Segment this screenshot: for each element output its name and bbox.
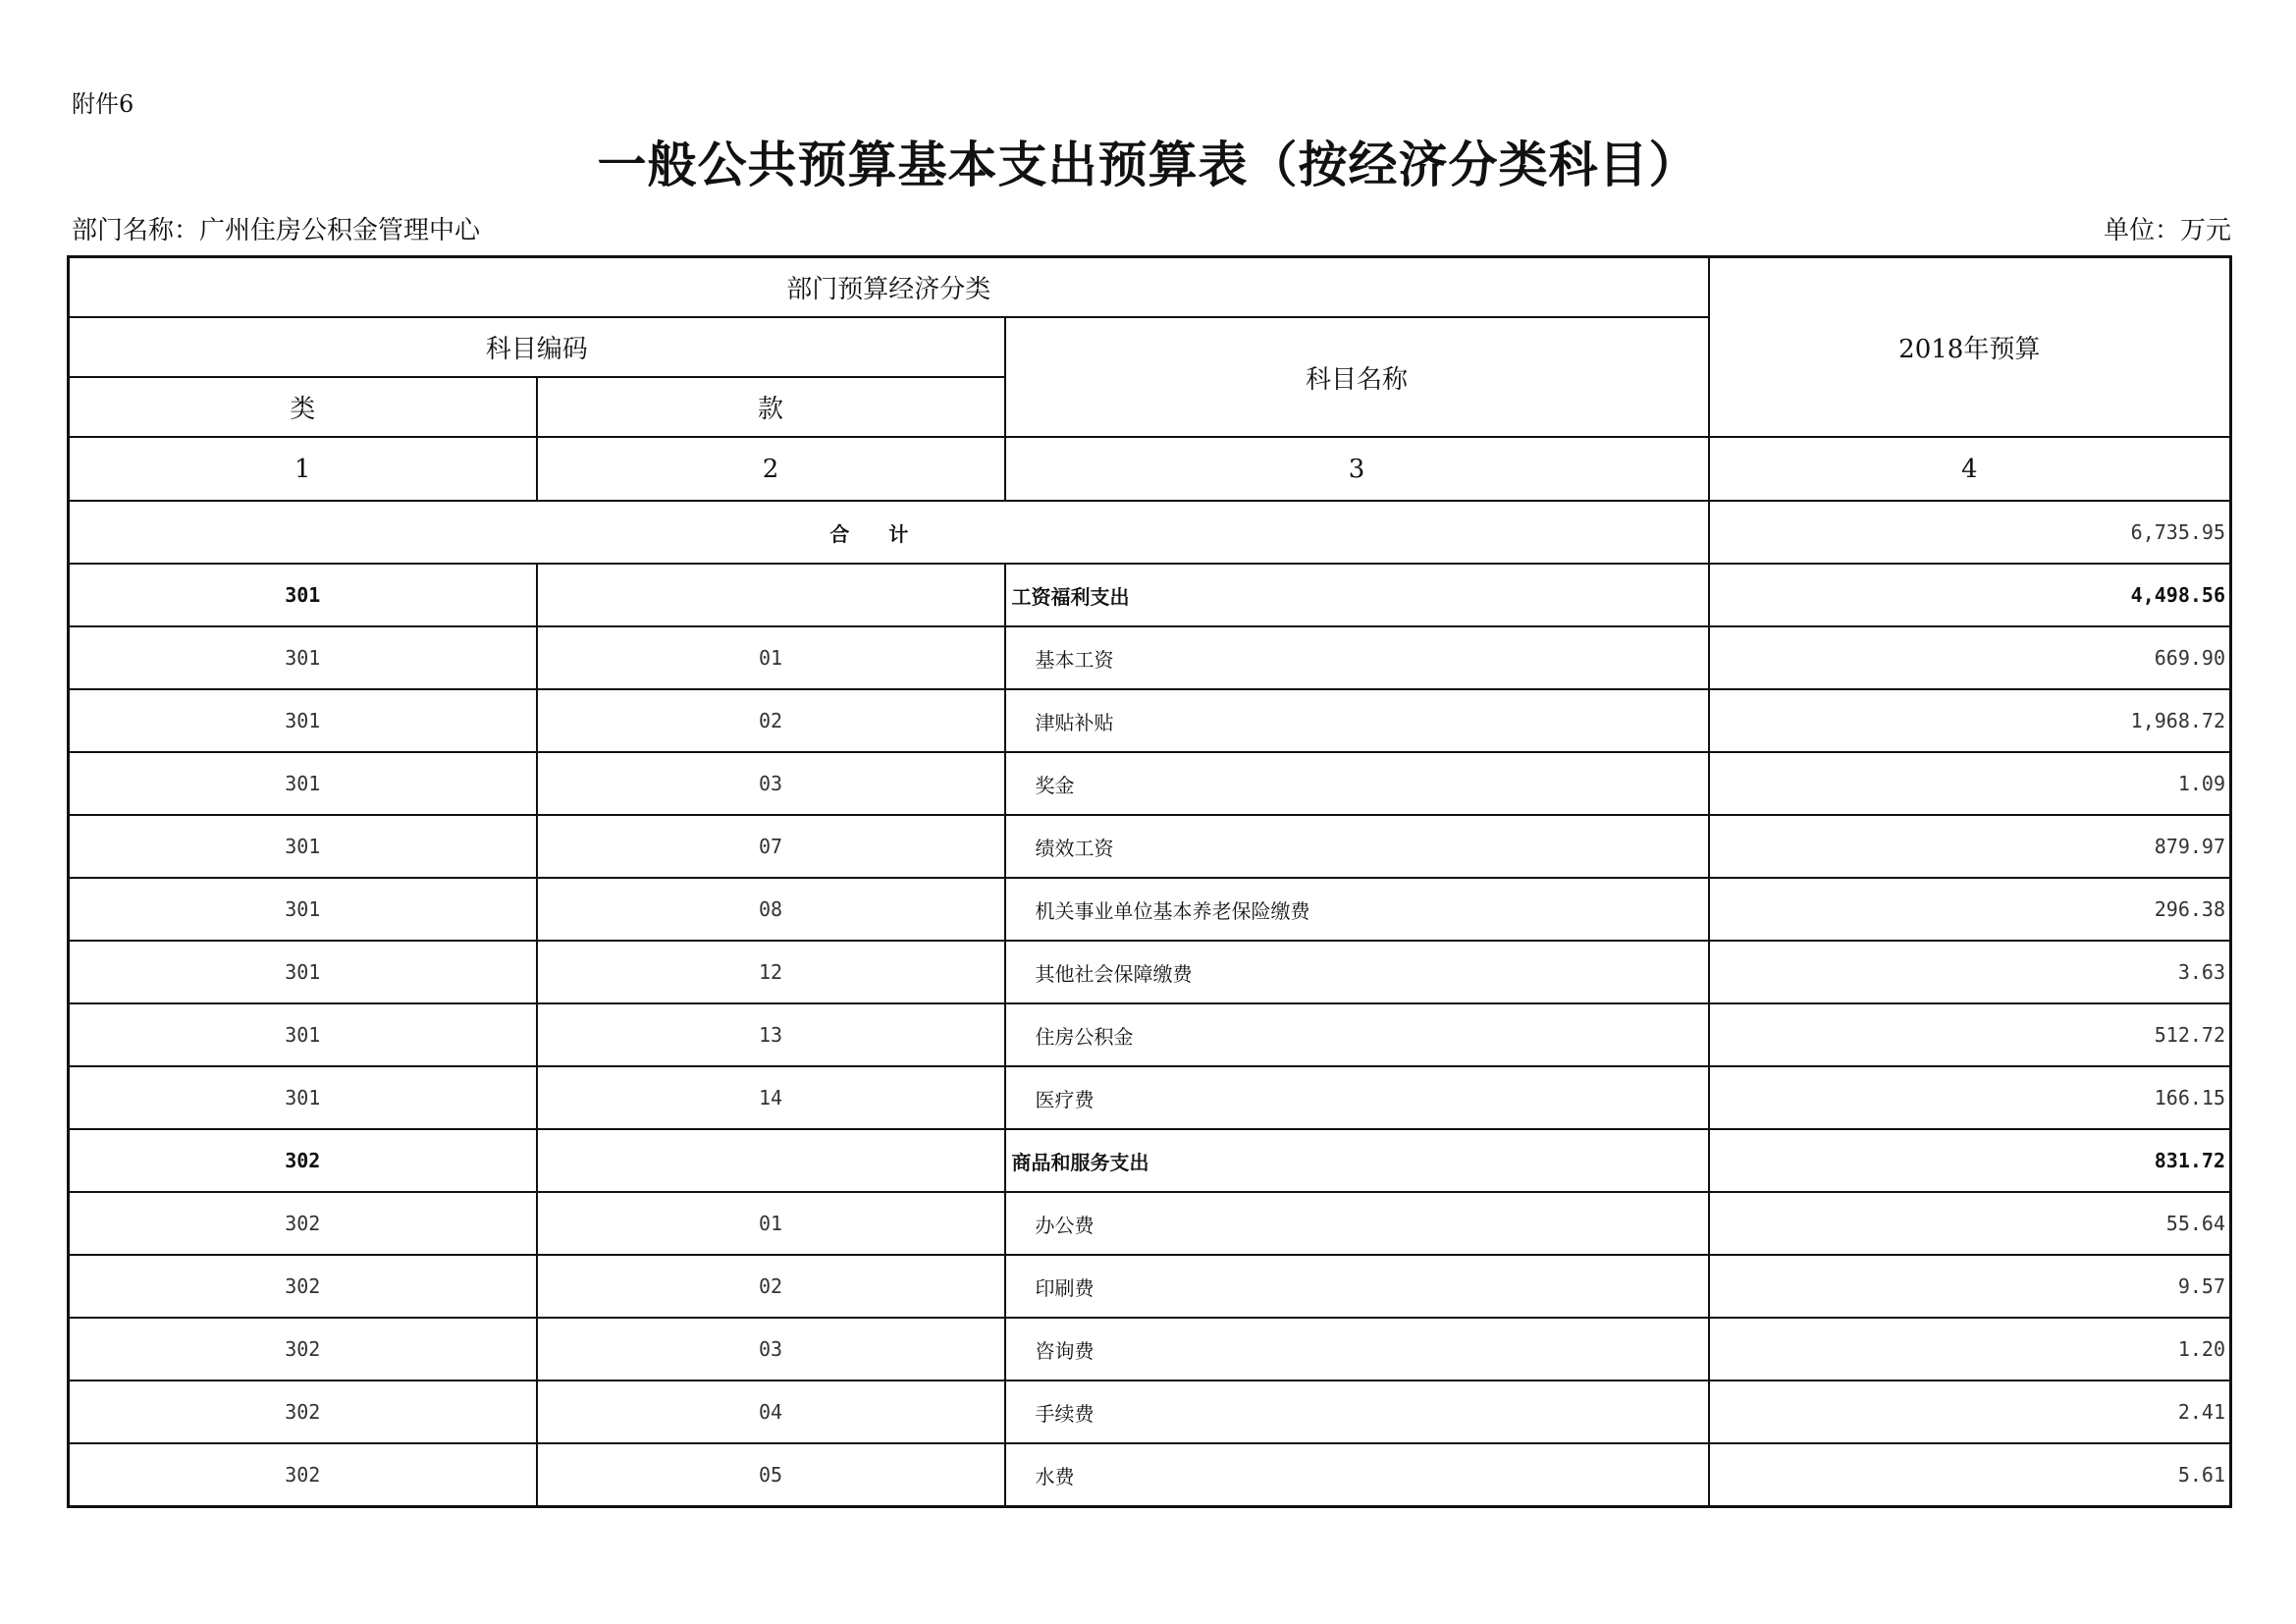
row-item-code: 02 — [537, 689, 1005, 752]
row-item-name: 咨询费 — [1005, 1318, 1709, 1380]
row-item-name: 医疗费 — [1005, 1066, 1709, 1129]
table-row — [69, 878, 2231, 941]
col-index-1: 1 — [69, 437, 537, 501]
row-amount: 1,968.72 — [1709, 689, 2231, 752]
row-item-name: 绩效工资 — [1005, 815, 1709, 878]
table-row — [69, 941, 2231, 1003]
table-row — [69, 1192, 2231, 1255]
row-item-code: 02 — [537, 1255, 1005, 1318]
table-row — [69, 1443, 2231, 1507]
row-item-name: 商品和服务支出 — [1005, 1129, 1709, 1192]
row-item-code: 05 — [537, 1443, 1005, 1507]
row-item-code — [537, 564, 1005, 626]
header-class: 类 — [69, 377, 537, 437]
table-row — [69, 1255, 2231, 1318]
table-row — [69, 815, 2231, 878]
row-item-name: 水费 — [1005, 1443, 1709, 1507]
row-class-code: 302 — [69, 1443, 537, 1507]
unit-label: 单位：万元 — [2103, 216, 2231, 245]
row-amount: 669.90 — [1709, 626, 2231, 689]
row-item-code: 04 — [537, 1380, 1005, 1443]
row-item-name: 机关事业单位基本养老保险缴费 — [1005, 878, 1709, 941]
row-class-code: 302 — [69, 1255, 537, 1318]
row-class-code: 302 — [69, 1192, 537, 1255]
row-item-code: 01 — [537, 1192, 1005, 1255]
attachment-label: 附件6 — [72, 90, 134, 118]
row-item-code: 07 — [537, 815, 1005, 878]
row-amount: 2.41 — [1709, 1380, 2231, 1443]
row-item-name: 手续费 — [1005, 1380, 1709, 1443]
row-amount: 296.38 — [1709, 878, 2231, 941]
row-amount: 5.61 — [1709, 1443, 2231, 1507]
row-amount: 9.57 — [1709, 1255, 2231, 1318]
table-row — [69, 1318, 2231, 1380]
page-title: 一般公共预算基本支出预算表（按经济分类科目） — [597, 136, 1699, 193]
table-row — [69, 1003, 2231, 1066]
row-class-code: 302 — [69, 1380, 537, 1443]
table-row — [69, 1129, 2231, 1192]
row-class-code: 301 — [69, 941, 537, 1003]
row-item-code: 14 — [537, 1066, 1005, 1129]
row-item-name: 工资福利支出 — [1005, 564, 1709, 626]
row-amount: 512.72 — [1709, 1003, 2231, 1066]
table-row — [69, 1380, 2231, 1443]
row-item-name: 其他社会保障缴费 — [1005, 941, 1709, 1003]
table-row — [69, 1066, 2231, 1129]
header-budget: 2018年预算 — [1709, 257, 2231, 438]
table-row — [69, 564, 2231, 626]
row-class-code: 301 — [69, 878, 537, 941]
row-class-code: 301 — [69, 626, 537, 689]
row-item-code: 03 — [537, 752, 1005, 815]
table-row — [69, 752, 2231, 815]
row-item-code: 01 — [537, 626, 1005, 689]
row-item-code: 13 — [537, 1003, 1005, 1066]
row-item-name: 津贴补贴 — [1005, 689, 1709, 752]
row-item-code: 12 — [537, 941, 1005, 1003]
table-row — [69, 626, 2231, 689]
header-name: 科目名称 — [1005, 317, 1709, 437]
row-class-code: 301 — [69, 1066, 537, 1129]
row-class-code: 301 — [69, 564, 537, 626]
row-item-name: 印刷费 — [1005, 1255, 1709, 1318]
department-name: 部门名称：广州住房公积金管理中心 — [72, 216, 481, 245]
total-amount: 6,735.95 — [1709, 501, 2231, 564]
row-item-code — [537, 1129, 1005, 1192]
row-item-code: 08 — [537, 878, 1005, 941]
header-item: 款 — [537, 377, 1005, 437]
total-row — [69, 501, 2231, 564]
row-item-name: 奖金 — [1005, 752, 1709, 815]
row-item-name: 办公费 — [1005, 1192, 1709, 1255]
row-item-code: 03 — [537, 1318, 1005, 1380]
row-amount: 3.63 — [1709, 941, 2231, 1003]
row-class-code: 301 — [69, 752, 537, 815]
row-class-code: 302 — [69, 1129, 537, 1192]
row-class-code: 301 — [69, 1003, 537, 1066]
row-amount: 1.20 — [1709, 1318, 2231, 1380]
row-class-code: 302 — [69, 1318, 537, 1380]
col-index-3: 3 — [1005, 437, 1709, 501]
row-class-code: 301 — [69, 689, 537, 752]
row-amount: 1.09 — [1709, 752, 2231, 815]
row-amount: 879.97 — [1709, 815, 2231, 878]
row-amount: 55.64 — [1709, 1192, 2231, 1255]
total-label: 合计 — [69, 501, 1709, 564]
row-item-name: 住房公积金 — [1005, 1003, 1709, 1066]
header-code-group: 科目编码 — [69, 317, 1005, 377]
col-index-2: 2 — [537, 437, 1005, 501]
table-row — [69, 689, 2231, 752]
budget-table — [67, 255, 2232, 1508]
header-group: 部门预算经济分类 — [69, 257, 1709, 318]
row-amount: 4,498.56 — [1709, 564, 2231, 626]
col-index-4: 4 — [1709, 437, 2231, 501]
row-amount: 166.15 — [1709, 1066, 2231, 1129]
row-class-code: 301 — [69, 815, 537, 878]
row-amount: 831.72 — [1709, 1129, 2231, 1192]
row-item-name: 基本工资 — [1005, 626, 1709, 689]
